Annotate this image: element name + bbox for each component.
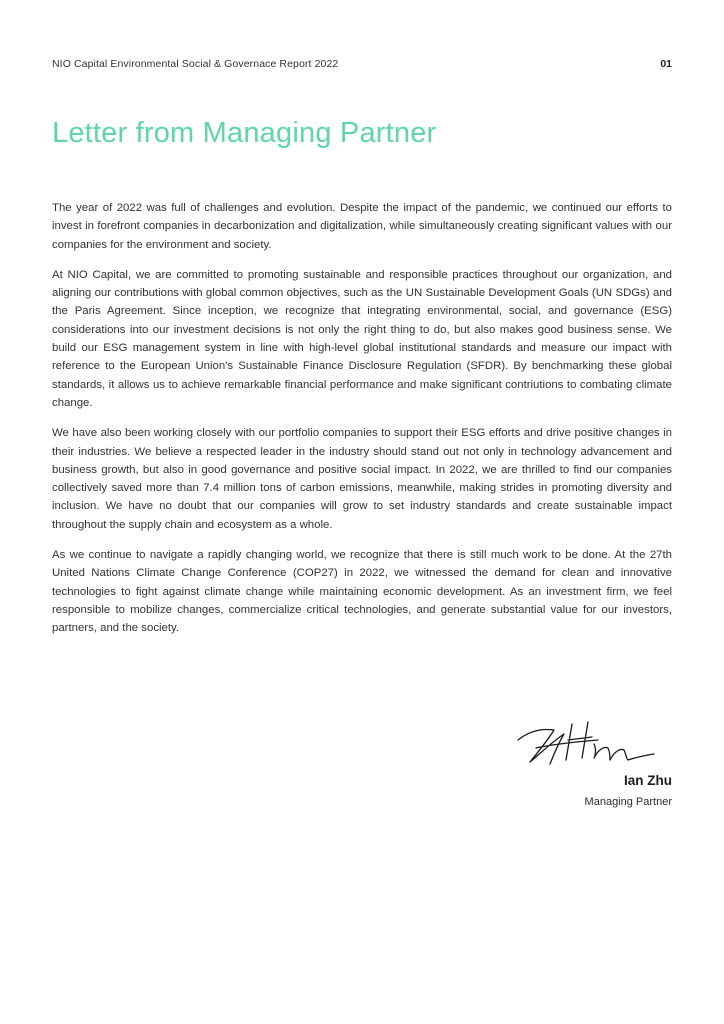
handwritten-signature	[514, 718, 660, 770]
signer-name: Ian Zhu	[624, 773, 672, 788]
page-number: 01	[660, 58, 672, 70]
signer-role: Managing Partner	[584, 796, 672, 808]
letter-paragraph-1: The year of 2022 was full of challenges and evolution. Despite the impact of the pandemic, we continued our efforts to invest in forefront companies in decarbonization and digitalization, while simultaneously creating significant values with our companies for the environment and society.	[52, 202, 672, 251]
letter-title: Letter from Managing Partner	[52, 117, 437, 149]
signature-block	[500, 718, 672, 818]
letter-paragraph-4: As we continue to navigate a rapidly changing world, we recognize that there is still much work to be done. At the 27th United Nations Climate Change Conference (COP27) in 2022, we witnessed the demand for clean and innovative technologies to fight against climate change while maintaining economic development. As an investment firm, we feel responsible to mobilize changes, commercialize critical technologies, and generate substantial value for our investors, partners, and the society.	[52, 549, 672, 635]
letter-body	[52, 199, 672, 650]
letter-paragraph-2: At NIO Capital, we are committed to promoting sustainable and responsible practices throughout our organization, and aligning our contributions with global common objectives, such as the UN Sustainable Development Goals (UN SDGs) and the Paris Agreement. Since inception, we recognize that integrating environmental, social, and governance (ESG) considerations into our investment decisions is not only the right thing to do, but also makes good business sense. We build our ESG management system in line with high-level global institutional standards and measure our impact with reference to the European Union's Sustainable Finance Disclosure Regulation (SFDR). By benchmarking these global standards, it allows us to achieve remarkable financial performance and make significant contriutions to combating climate change.	[52, 268, 672, 409]
letter-paragraph-3: We have also been working closely with our portfolio companies to support their ESG efforts and drive positive changes in their industries. We believe a respected leader in the industry should stand out not only in technology advancement and business growth, but also in good governance and positive social impact. In 2022, we are thrilled to find our companies collectively saved more than 7.4 million tons of carbon emissions, meanwhile, making strides in promoting diversity and inclusion. We have no doubt that our companies will grow to set industry standards and create sustainable impact throughout the supply chain and ecosystem as a whole.	[52, 427, 672, 531]
report-title: NIO Capital Environmental Social & Governace Report 2022	[52, 58, 339, 70]
page-header	[52, 58, 672, 74]
